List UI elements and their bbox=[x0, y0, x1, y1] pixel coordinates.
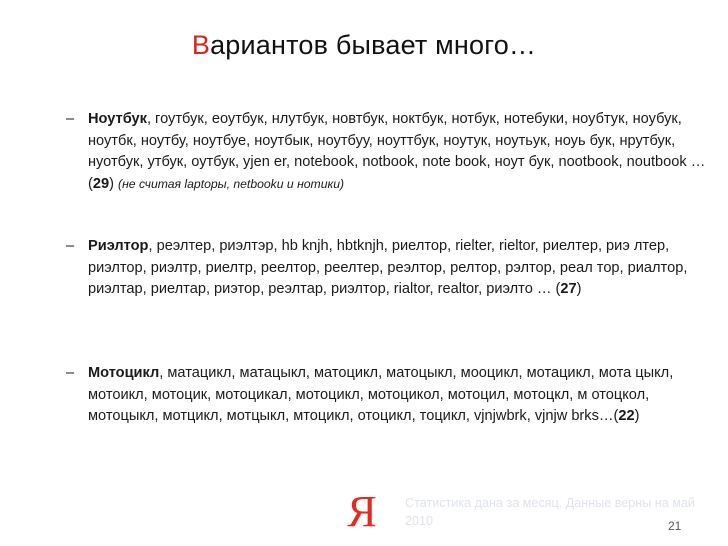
item-count: 29 bbox=[92, 175, 110, 192]
bullet-dash: – bbox=[66, 365, 75, 381]
item-count: 22 bbox=[618, 408, 635, 424]
list-item-body bbox=[88, 236, 706, 301]
item-head: Мотоцикл bbox=[88, 365, 160, 381]
item-count: 27 bbox=[560, 281, 577, 297]
list-item-notebook bbox=[66, 109, 706, 195]
item-close: ) bbox=[634, 408, 640, 424]
title-text: ариантов бывает много… bbox=[210, 30, 537, 60]
list-item-motorcycle bbox=[66, 363, 706, 428]
yandex-logo: Я bbox=[347, 487, 377, 536]
item-variants: , матацикл, матацыкл, матоцикл, матоцыкл, мооцикл, мотацикл, мота цыкл, мотоикл, мотоцик, мотоцикал, мотоцикл, мотоцикол, мотоцил, мотоцкл, м отоцкол, мотоцыкл, мотцикл, мотцыкл, мтоцикл, отоцикл, тоцикл, vjnjwbrk, vjnjw brks…( bbox=[88, 365, 674, 424]
item-note: (не считая laptopы, netbookи и нотики) bbox=[118, 176, 345, 191]
bullet-dash: – bbox=[66, 111, 75, 127]
item-variants: , реэлтер, риэлтэр, hb knjh, hbtknjh, риелтор, rielter, rieltor, риелтер, риэ лтер, риэлтор, риэлтр, риелтр, реелтор, реелтер, реэлтор, релтор, рэлтор, реал тор, риалтор, риэлтар, риелтар, риэтор, реэлтар, риэлтор, rialtor, realtor, риэлто … ( bbox=[88, 238, 688, 297]
item-head: Риэлтор bbox=[88, 238, 149, 254]
page-number: 21 bbox=[668, 519, 682, 533]
title-accent-letter: В bbox=[191, 30, 211, 60]
slide-title bbox=[0, 30, 728, 61]
footnote: Статистика дана за месяц. Данные верны на май 2010 bbox=[405, 496, 695, 528]
list-item-body bbox=[88, 363, 706, 428]
item-close: ) bbox=[109, 175, 119, 192]
list-item-realtor bbox=[66, 236, 706, 301]
item-variants: , гоутбук, еоутбук, нлутбук, новтбук, ноктбук, нотбук, нотебуки, ноубтук, ноубук, ноутбк, ноутбу, ноутбуе, ноутбык, ноутбуу, ноуттбук, ноутук, ноутьук, ноуь бук, нрутбук, нуотбук, утбук, оутбук, yjen er, notebook, notbook, note book, ноут бук, nootbook, noutbook … ( bbox=[88, 111, 706, 192]
bullet-dash: – bbox=[66, 238, 75, 254]
list-item-body bbox=[88, 109, 706, 195]
item-close: ) bbox=[576, 281, 582, 297]
item-head: Ноутбук bbox=[88, 111, 147, 127]
